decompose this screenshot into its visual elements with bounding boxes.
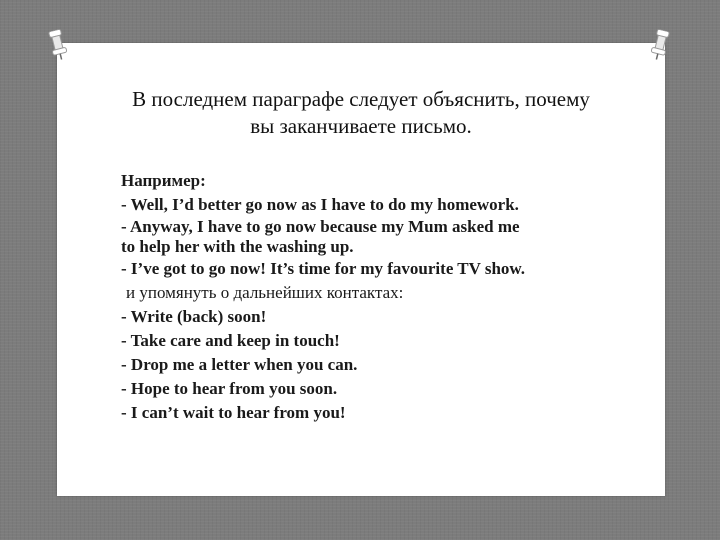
phrase-line: - Write (back) soon! (121, 307, 267, 326)
phrase-line: - Drop me a letter when you can. (121, 355, 358, 374)
phrase-line: - Anyway, I have to go now because my Mum asked me (121, 217, 520, 236)
phrase-line: - Take care and keep in touch! (121, 331, 340, 350)
phrase-line: - I can’t wait to hear from you! (121, 403, 346, 422)
phrase-line: - I’ve got to go now! It’s time for my favourite TV show. (121, 259, 526, 278)
contacts-intro: и упомянуть о дальнейших контактах: (126, 283, 404, 302)
slide-body (121, 169, 641, 425)
pushpin-icon (47, 29, 70, 62)
phrase-line: - Well, I’d better go now as I have to do my homework. (121, 195, 519, 214)
phrase-line: - Hope to hear from you soon. (121, 379, 338, 398)
pushpin-icon (649, 29, 672, 62)
slide-title (57, 86, 665, 140)
phrase-line: to help her with the washing up. (121, 237, 354, 256)
example-label: Например: (121, 171, 206, 190)
title-line-1: В последнем параграфе следует объяснить, почему (132, 87, 590, 111)
title-line-2: вы заканчиваете письмо. (250, 114, 472, 138)
